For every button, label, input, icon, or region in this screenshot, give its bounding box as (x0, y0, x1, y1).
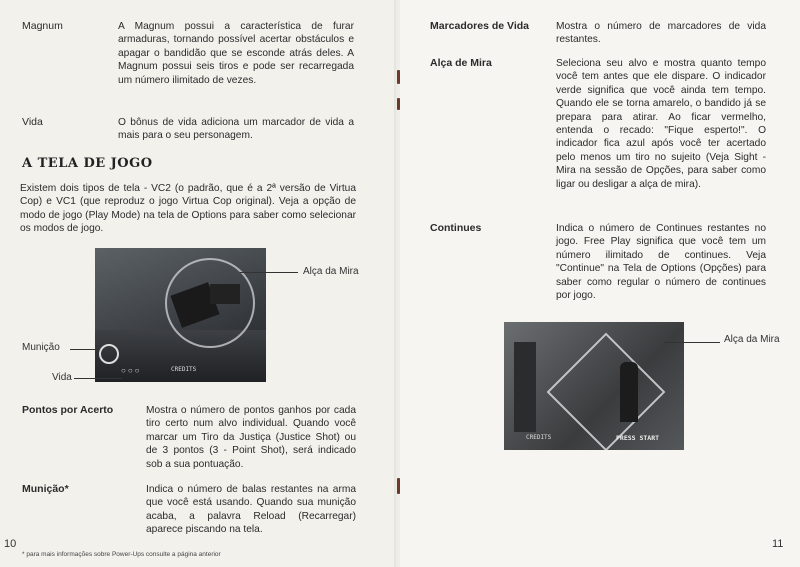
life-markers: ○○○ (121, 366, 142, 375)
magnum-text: A Magnum possui a característica de furar armaduras, tornando possível acertar obstáculos e apagar o bandidão que se esconde atrás deles. A Magnum possui seis tiros e pode ser recarregada um número ilimitado de vezes. (118, 21, 354, 86)
right-page (400, 0, 800, 567)
municao-label: Munição* (22, 483, 69, 495)
ammo-icon (99, 344, 119, 364)
page-number-left: 10 (4, 538, 17, 550)
pontos-label: Pontos por Acerto (22, 404, 114, 416)
hud-credits: CREDITS (171, 366, 197, 373)
vida-label: Vida (22, 116, 43, 128)
callout-alca-right: Alça da Mira (724, 334, 780, 345)
callout-line-municao (70, 349, 98, 350)
vida-text: O bônus de vida adiciona um marcador de vida a mais para o seu personagem. (118, 117, 354, 142)
continues-text: Indica o número de Continues restantes no jogo. Free Play significa que você tem um número ilimitado de continues. Veja "Continue" na Tela de Options (Opções) para saber como regular o número de continues por jogo. (556, 223, 766, 302)
alca-label: Alça de Mira (430, 57, 492, 69)
enemy-figure (620, 362, 638, 422)
hud-press-start: PRESS START (616, 434, 660, 442)
marcadores-label: Marcadores de Vida (430, 20, 530, 32)
callout-vida: Vida (52, 372, 72, 383)
municao-text: Indica o número de balas restantes na arma que você está usando. Quando sua munição acaba, a palavra Reload (Recarregar) aparece piscando na tela. (146, 484, 356, 536)
intro-text: Existem dois tipos de tela - VC2 (o padrão, que é a 2ª versão de Virtua Cop) e VC1 (que reproduz o jogo Virtua Cop original). Veja a opção de modo de jogo (Play Mode) na tela de Options para saber como selecionar os modos de jogo. (20, 183, 356, 235)
callout-line-alca-left (240, 272, 298, 273)
pontos-text: Mostra o número de pontos ganhos por cada tiro certo num alvo individual. Quando você marcar um Tiro da Justiça (Justice Shot) ou de 3 pontos (3 - Point Shot), será indicado sob a sua pontuação. (146, 405, 356, 470)
hud-credits-right: CREDITS (526, 434, 552, 441)
magnum-label: Magnum (22, 20, 63, 32)
game-screenshot-vc1 (504, 322, 684, 450)
callout-alca-left: Alça da Mira (303, 266, 359, 277)
callout-line-vida (74, 378, 122, 379)
enemy-figure-2 (210, 284, 240, 304)
section-title: A TELA DE JOGO (22, 156, 153, 171)
callout-municao: Munição (22, 342, 60, 353)
page-number-right: 11 (772, 538, 784, 550)
game-screenshot-vc2 (95, 248, 266, 382)
left-page (0, 0, 396, 567)
marcadores-text: Mostra o número de marcadores de vida restantes. (556, 21, 766, 46)
footnote: * para mais informações sobre Power-Ups consulte a página anterior (22, 551, 221, 558)
continues-label: Continues (430, 222, 482, 234)
alca-text: Seleciona seu alvo e mostra quanto tempo você tem antes que ele dispare. O indicador verde significa que você ainda tem tempo. Quando ele se torna amarelo, o bandido já se prepara para atirar. Ao ficar vermelho, entenda o recado: "Fique esperto!". O indicador fica azul após você ter acertado pelo menos um tiro no sujeito (Veja Sight - Mira na sessão de Opções, para saber como ligar ou desligar a alça de mira). (556, 58, 766, 190)
screenshot-pillar (514, 342, 536, 432)
callout-line-alca-right (664, 342, 720, 343)
